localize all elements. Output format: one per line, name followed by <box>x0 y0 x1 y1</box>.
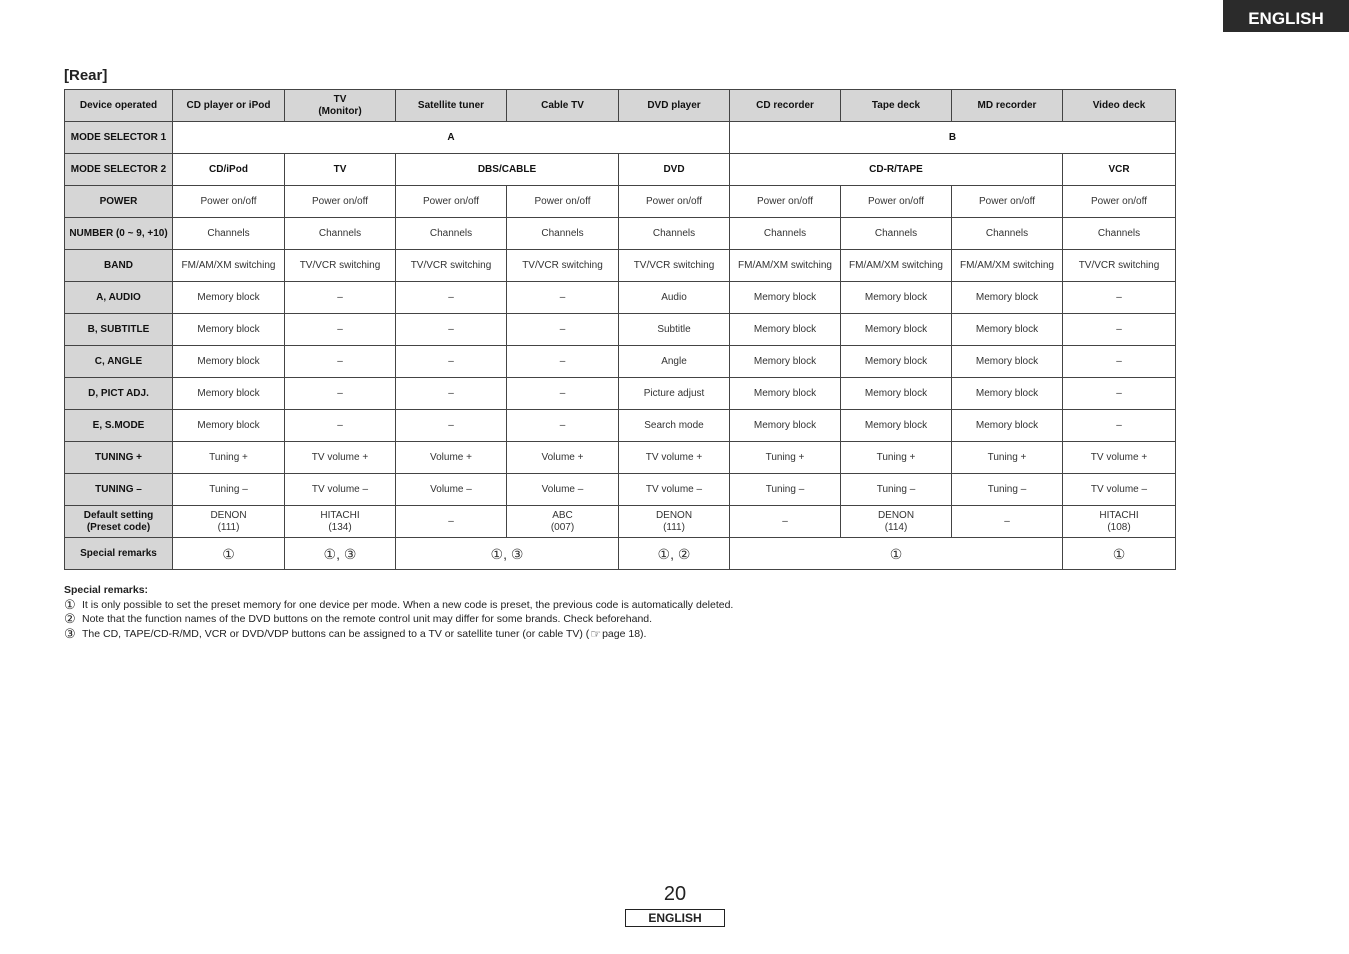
table-row <box>65 346 1176 378</box>
table-cell: Angle <box>619 346 730 378</box>
table-cell: TV/VCR switching <box>507 250 619 282</box>
table-cell: Tuning – <box>841 474 952 506</box>
table-cell: TV/VCR switching <box>396 250 507 282</box>
table-row <box>65 474 1176 506</box>
table-cell: DBS/CABLE <box>396 154 619 186</box>
table-cell: Power on/off <box>841 186 952 218</box>
table-cell: Power on/off <box>396 186 507 218</box>
table-cell: Tuning – <box>730 474 841 506</box>
table-cell: HITACHI (108) <box>1063 506 1176 538</box>
table-cell: Memory block <box>952 314 1063 346</box>
table-cell: Power on/off <box>1063 186 1176 218</box>
table-cell: Channels <box>952 218 1063 250</box>
table-row <box>65 282 1176 314</box>
note-mark: ③ <box>64 625 76 641</box>
note-mark: ① <box>64 596 76 612</box>
table-cell: – <box>396 378 507 410</box>
table-cell: – <box>396 282 507 314</box>
table-cell: FM/AM/XM switching <box>952 250 1063 282</box>
table-cell: Channels <box>730 218 841 250</box>
table-cell: – <box>730 506 841 538</box>
table-cell: Tuning + <box>841 442 952 474</box>
table-cell: B <box>730 122 1176 154</box>
table-cell: DENON (114) <box>841 506 952 538</box>
table-cell: TV/VCR switching <box>1063 250 1176 282</box>
table-cell: Subtitle <box>619 314 730 346</box>
table-row <box>65 218 1176 250</box>
table-cell: Memory block <box>841 410 952 442</box>
table-row <box>65 186 1176 218</box>
table-cell: Power on/off <box>173 186 285 218</box>
table-body <box>65 90 1176 570</box>
table-cell: – <box>396 506 507 538</box>
row-header-cell: MODE SELECTOR 1 <box>65 122 173 154</box>
table-cell: DENON (111) <box>173 506 285 538</box>
table-cell: Tuning – <box>952 474 1063 506</box>
table-row <box>65 378 1176 410</box>
row-header-cell: TV (Monitor) <box>285 90 396 122</box>
table-cell: – <box>507 346 619 378</box>
table-cell: Channels <box>1063 218 1176 250</box>
table-cell: TV/VCR switching <box>619 250 730 282</box>
page-number: 20 <box>663 883 687 905</box>
row-header-cell: Default setting (Preset code) <box>65 506 173 538</box>
table-cell: VCR <box>1063 154 1176 186</box>
note-item-1 <box>64 598 733 613</box>
table-cell: Channels <box>841 218 952 250</box>
table-cell: Volume + <box>507 442 619 474</box>
table-cell: HITACHI (134) <box>285 506 396 538</box>
table-cell: – <box>507 282 619 314</box>
row-header-cell: D, PICT ADJ. <box>65 378 173 410</box>
row-header-cell: TUNING – <box>65 474 173 506</box>
table-cell: Memory block <box>173 410 285 442</box>
table-cell: – <box>1063 410 1176 442</box>
table-cell: – <box>285 346 396 378</box>
row-header-cell: A, AUDIO <box>65 282 173 314</box>
table-cell: Memory block <box>952 282 1063 314</box>
row-header-cell: Video deck <box>1063 90 1176 122</box>
table-cell: – <box>396 346 507 378</box>
table-cell: Volume + <box>396 442 507 474</box>
table-cell: Power on/off <box>507 186 619 218</box>
table-row <box>65 90 1176 122</box>
table-row <box>65 410 1176 442</box>
table-cell: Memory block <box>841 314 952 346</box>
table-row <box>65 314 1176 346</box>
table-cell: Audio <box>619 282 730 314</box>
table-cell: ① <box>730 538 1063 570</box>
table-cell: – <box>396 410 507 442</box>
table-row <box>65 506 1176 538</box>
table-cell: Memory block <box>173 378 285 410</box>
table-cell: Picture adjust <box>619 378 730 410</box>
table-cell: Channels <box>507 218 619 250</box>
remote-function-table <box>64 89 1176 570</box>
table-cell: A <box>173 122 730 154</box>
table-cell: DENON (111) <box>619 506 730 538</box>
footer-language-label: ENGLISH <box>625 909 725 927</box>
table-cell: Tuning + <box>730 442 841 474</box>
row-header-cell: Satellite tuner <box>396 90 507 122</box>
row-header-cell: MD recorder <box>952 90 1063 122</box>
table-cell: Power on/off <box>952 186 1063 218</box>
note-text: Note that the function names of the DVD buttons on the remote control unit may differ for some brands. Check beforehand. <box>82 613 653 625</box>
table-cell: CD/iPod <box>173 154 285 186</box>
row-header-cell: BAND <box>65 250 173 282</box>
table-cell: Channels <box>173 218 285 250</box>
table-cell: Tuning – <box>173 474 285 506</box>
table-cell: – <box>1063 314 1176 346</box>
table-cell: Memory block <box>730 346 841 378</box>
note-mark: ② <box>64 611 76 626</box>
table-cell: – <box>285 314 396 346</box>
table-cell: Memory block <box>841 346 952 378</box>
row-header-cell: B, SUBTITLE <box>65 314 173 346</box>
table-cell: ① <box>1063 538 1176 570</box>
table-cell: Volume – <box>396 474 507 506</box>
table-cell: – <box>507 314 619 346</box>
row-header-cell: C, ANGLE <box>65 346 173 378</box>
table-cell: FM/AM/XM switching <box>730 250 841 282</box>
table-cell: Channels <box>396 218 507 250</box>
table-cell: Search mode <box>619 410 730 442</box>
note-item-2 <box>64 612 733 627</box>
row-header-cell: E, S.MODE <box>65 410 173 442</box>
table-cell: TV volume – <box>285 474 396 506</box>
table-cell: ① <box>173 538 285 570</box>
table-cell: Tuning + <box>952 442 1063 474</box>
table-cell: Memory block <box>730 282 841 314</box>
table-cell: TV volume + <box>1063 442 1176 474</box>
table-cell: – <box>1063 346 1176 378</box>
table-cell: – <box>396 314 507 346</box>
table-cell: TV volume + <box>285 442 396 474</box>
row-header-cell: TUNING + <box>65 442 173 474</box>
table-cell: – <box>1063 378 1176 410</box>
table-cell: TV volume – <box>619 474 730 506</box>
table-cell: Memory block <box>952 378 1063 410</box>
row-header-cell: CD recorder <box>730 90 841 122</box>
note-text: It is only possible to set the preset memory for one device per mode. When a new code is preset, the previous code is automatically deleted. <box>82 598 734 611</box>
table-cell: TV <box>285 154 396 186</box>
table-cell: – <box>285 410 396 442</box>
table-cell: – <box>952 506 1063 538</box>
table-cell: ①, ③ <box>285 538 396 570</box>
note-text-after: page 18). <box>602 627 647 640</box>
table-cell: Memory block <box>173 346 285 378</box>
table-cell: Memory block <box>173 282 285 314</box>
pointing-hand-icon: ☞ <box>590 626 602 641</box>
table-cell: Power on/off <box>619 186 730 218</box>
table-cell: Memory block <box>841 378 952 410</box>
table-row <box>65 442 1176 474</box>
table-cell: ①, ② <box>619 538 730 570</box>
table-cell: – <box>285 378 396 410</box>
row-header-cell: DVD player <box>619 90 730 122</box>
table-cell: FM/AM/XM switching <box>173 250 285 282</box>
table-cell: Memory block <box>841 282 952 314</box>
table-cell: Channels <box>285 218 396 250</box>
table-row <box>65 122 1176 154</box>
table-cell: CD-R/TAPE <box>730 154 1063 186</box>
row-header-cell: Special remarks <box>65 538 173 570</box>
notes-title: Special remarks: <box>64 584 149 596</box>
table-row <box>65 250 1176 282</box>
table-cell: – <box>507 378 619 410</box>
table-cell: TV volume – <box>1063 474 1176 506</box>
table-cell: TV volume + <box>619 442 730 474</box>
table-cell: FM/AM/XM switching <box>841 250 952 282</box>
table-cell: Power on/off <box>730 186 841 218</box>
table-cell: Channels <box>619 218 730 250</box>
row-header-cell: MODE SELECTOR 2 <box>65 154 173 186</box>
row-header-cell: Cable TV <box>507 90 619 122</box>
table-cell: – <box>507 410 619 442</box>
table-cell: Memory block <box>730 410 841 442</box>
table-cell: Memory block <box>952 346 1063 378</box>
section-title: [Rear] <box>64 67 108 84</box>
table-row <box>65 538 1176 570</box>
table-cell: Memory block <box>730 314 841 346</box>
table-cell: ①, ③ <box>396 538 619 570</box>
table-row <box>65 154 1176 186</box>
table-cell: Power on/off <box>285 186 396 218</box>
note-text: The CD, TAPE/CD-R/MD, VCR or DVD/VDP buttons can be assigned to a TV or satellite tuner (or cable TV) ( <box>82 627 590 640</box>
language-tab: ENGLISH <box>1223 0 1349 32</box>
row-header-cell: Tape deck <box>841 90 952 122</box>
table-cell: Memory block <box>173 314 285 346</box>
table-cell: – <box>285 282 396 314</box>
table-cell: Tuning + <box>173 442 285 474</box>
table-cell: DVD <box>619 154 730 186</box>
table-cell: – <box>1063 282 1176 314</box>
table-cell: Memory block <box>952 410 1063 442</box>
table-cell: TV/VCR switching <box>285 250 396 282</box>
table-cell: ABC (007) <box>507 506 619 538</box>
row-header-cell: CD player or iPod <box>173 90 285 122</box>
row-header-cell: Device operated <box>65 90 173 122</box>
table-cell: Memory block <box>730 378 841 410</box>
special-remarks-notes <box>64 583 733 641</box>
row-header-cell: NUMBER (0 ~ 9, +10) <box>65 218 173 250</box>
table-cell: Volume – <box>507 474 619 506</box>
row-header-cell: POWER <box>65 186 173 218</box>
note-item-3 <box>64 627 733 642</box>
